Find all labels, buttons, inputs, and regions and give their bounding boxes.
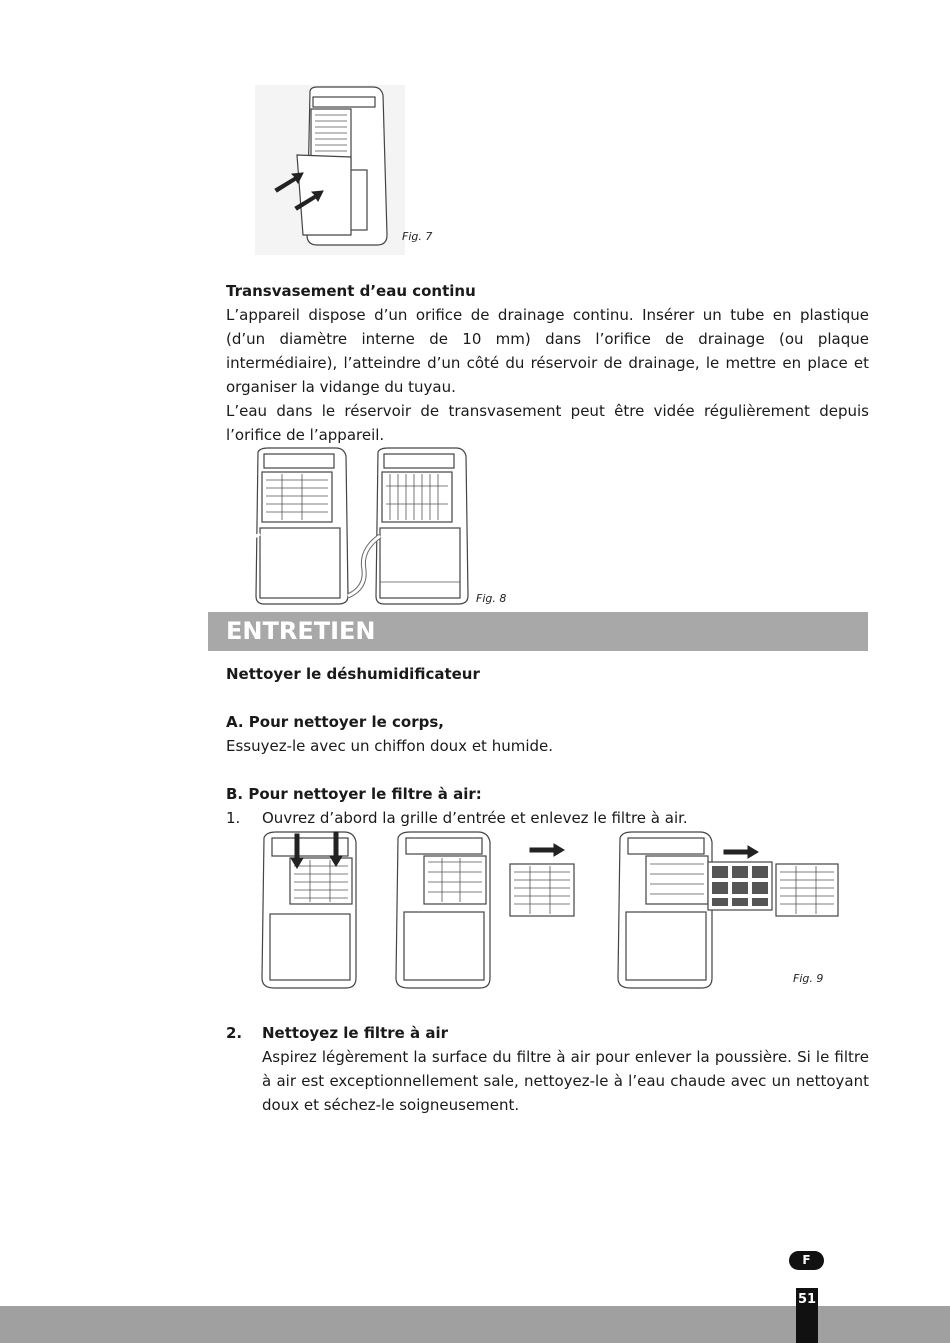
drainage-paragraph-2: L’eau dans le réservoir de transvasement peut être vidée régulièrement depuis l’orifice de l’appareil. bbox=[226, 402, 869, 444]
maintenance-heading: Nettoyer le déshumidificateur bbox=[226, 665, 480, 683]
figure-8-illustration bbox=[224, 446, 474, 608]
language-badge-label: F bbox=[802, 1253, 811, 1267]
figure-9-illustration bbox=[252, 828, 858, 992]
section-title: ENTRETIEN bbox=[226, 617, 376, 645]
drainage-heading: Transvasement d’eau continu bbox=[226, 282, 476, 300]
step-1-number: 1. bbox=[226, 809, 241, 827]
drainage-paragraph-1: L’appareil dispose d’un orifice de drainage continu. Insérer un tube en plastique (d’un diamètre interne de 10 mm) dans l’orifice de drainage (ou plaque intermédiaire), l’atteindre d’un côté du réservoir de drainage, le mettre en place et organiser la vidange du tuyau. bbox=[226, 306, 869, 396]
step-2-heading: Nettoyez le filtre à air bbox=[262, 1024, 449, 1042]
step-2-number: 2. bbox=[226, 1024, 243, 1042]
clean-body-text: Essuyez-le avec un chiffon doux et humide. bbox=[226, 737, 554, 755]
step-2-text: Aspirez légèrement la surface du filtre à air pour enlever la poussière. Si le filtre à air est exceptionnellement sale, nettoyez-le à l’eau chaude avec un nettoyant doux et séchez-le soigneusement. bbox=[262, 1048, 869, 1114]
figure-8-caption: Fig. 8 bbox=[476, 592, 507, 605]
clean-body-heading: A. Pour nettoyer le corps, bbox=[226, 713, 444, 731]
page-number: 51 bbox=[797, 1292, 817, 1307]
clean-filter-heading: B. Pour nettoyer le filtre à air: bbox=[226, 785, 482, 803]
language-badge bbox=[789, 1251, 824, 1270]
figure-7-illustration bbox=[255, 85, 405, 255]
step-1-text: Ouvrez d’abord la grille d’entrée et enlevez le filtre à air. bbox=[262, 809, 688, 827]
figure-7-caption: Fig. 7 bbox=[402, 230, 433, 243]
figure-9-caption: Fig. 9 bbox=[793, 972, 824, 985]
